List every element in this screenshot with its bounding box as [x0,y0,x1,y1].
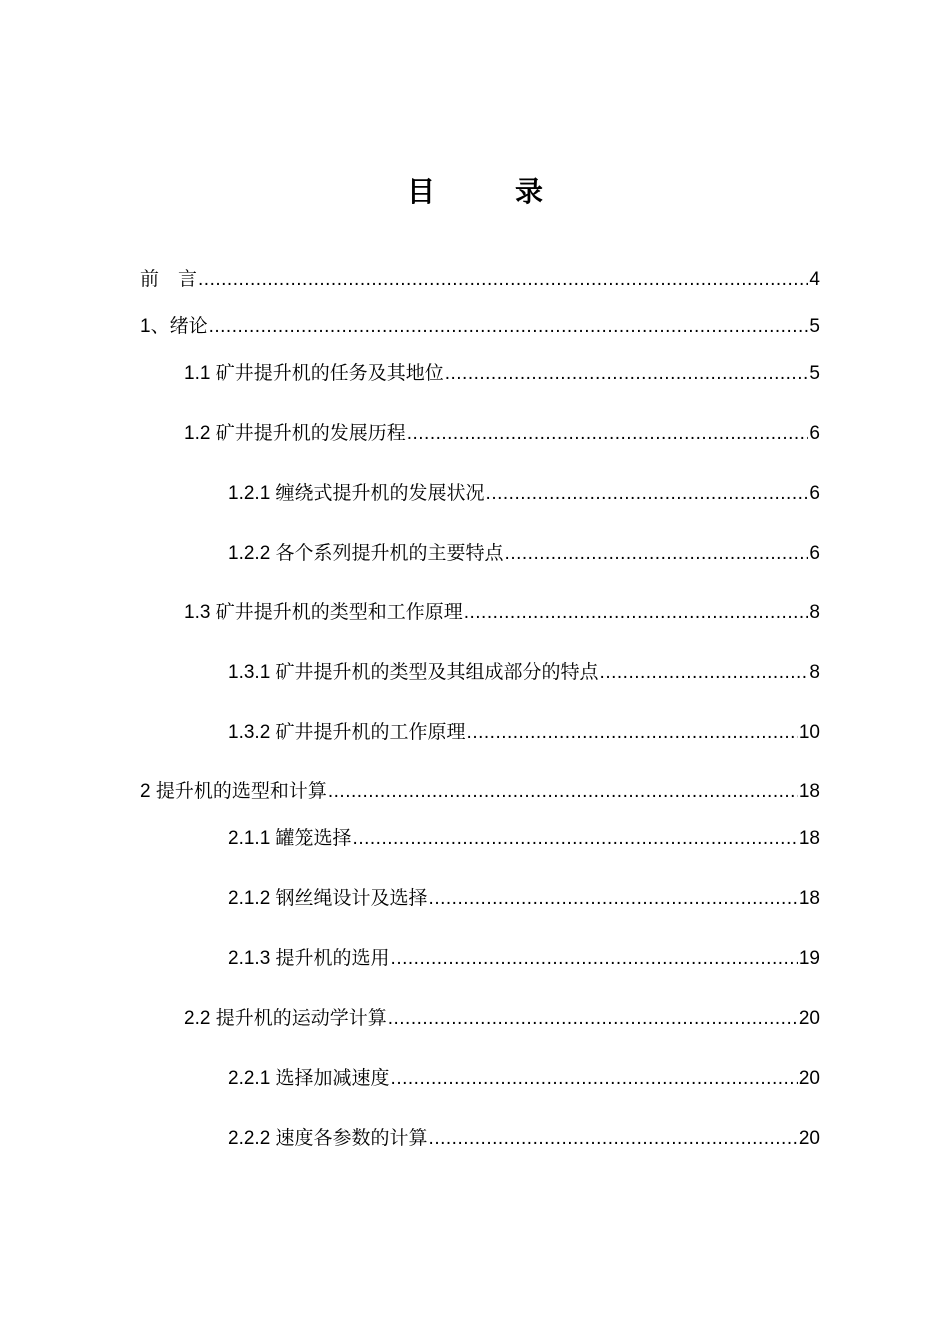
toc-page-number: 8 [809,662,820,683]
toc-leader-dots [388,1005,798,1033]
toc-entry-label: 1.3.2 矿井提升机的工作原理 [228,722,466,743]
toc-entry-preface[interactable] [140,266,820,294]
toc-entry-label: 2 提升机的选型和计算 [140,781,327,802]
toc-entry-label: 1.3.1 矿井提升机的类型及其组成部分的特点 [228,662,599,683]
toc-page-number: 6 [809,423,820,444]
toc-entry-1-1[interactable] [184,360,820,388]
toc-leader-dots [445,360,809,388]
toc-page-number: 18 [798,888,820,909]
toc-entry-1[interactable] [140,313,820,341]
toc-leader-dots [486,480,809,508]
toc-leader-dots [198,266,808,294]
toc-leader-dots [600,659,809,687]
toc-entry-label: 2.2.2 速度各参数的计算 [228,1128,428,1149]
toc-entry-1-3-2[interactable] [228,719,820,747]
toc-entry-1-2-2[interactable] [228,540,820,568]
toc-entry-label: 2.2 提升机的运动学计算 [184,1008,387,1029]
toc-entry-2[interactable] [140,778,820,806]
toc-entry-label: 2.1.1 罐笼选择 [228,828,352,849]
toc-entry-label: 1.2.1 缠绕式提升机的发展状况 [228,483,485,504]
toc-page-number: 18 [798,828,820,849]
toc-leader-dots [467,719,798,747]
toc-entry-2-1-3[interactable] [228,945,820,973]
toc-page-number: 6 [809,483,820,504]
toc-leader-dots [209,313,809,341]
toc-entry-1-3-1[interactable] [228,659,820,687]
toc-page-number: 4 [809,269,820,290]
toc-leader-dots [353,825,798,853]
toc-entry-2-1-2[interactable] [228,885,820,913]
toc-entry-2-1-1[interactable] [228,825,820,853]
toc-page-number: 20 [798,1128,820,1149]
toc-entry-label: 1.2 矿井提升机的发展历程 [184,423,406,444]
toc-leader-dots [391,1065,798,1093]
toc-leader-dots [407,420,809,448]
toc-leader-dots [429,1125,798,1153]
toc-entry-1-2[interactable] [184,420,820,448]
toc-page-number: 5 [809,363,820,384]
toc-page-number: 6 [809,543,820,564]
toc-entry-1-3[interactable] [184,599,820,627]
toc-entry-label: 前 言 [140,269,198,290]
toc-page-number: 8 [809,602,820,623]
toc-entry-2-2-2[interactable] [228,1125,820,1153]
toc-entry-label: 1、绪论 [140,316,208,337]
toc-leader-dots [328,778,798,806]
toc-title: 目 录 [406,175,569,208]
toc-page-number: 20 [798,1068,820,1089]
toc-entry-label: 2.2.1 选择加减速度 [228,1068,390,1089]
toc-entry-label: 1.1 矿井提升机的任务及其地位 [184,363,444,384]
toc-page-number: 19 [798,948,820,969]
toc-entry-label: 2.1.3 提升机的选用 [228,948,390,969]
toc-leader-dots [429,885,798,913]
toc-page-number: 18 [798,781,820,802]
toc-leader-dots [464,599,809,627]
toc-entry-label: 2.1.2 钢丝绳设计及选择 [228,888,428,909]
toc-page-number: 20 [798,1008,820,1029]
toc-entry-label: 1.3 矿井提升机的类型和工作原理 [184,602,463,623]
toc-leader-dots [505,540,809,568]
toc-entry-1-2-1[interactable] [228,480,820,508]
toc-entry-2-2[interactable] [184,1005,820,1033]
toc-page-number: 5 [809,316,820,337]
toc-entry-2-2-1[interactable] [228,1065,820,1093]
toc-page-number: 10 [798,722,820,743]
toc-entry-label: 1.2.2 各个系列提升机的主要特点 [228,543,504,564]
toc-leader-dots [391,945,798,973]
